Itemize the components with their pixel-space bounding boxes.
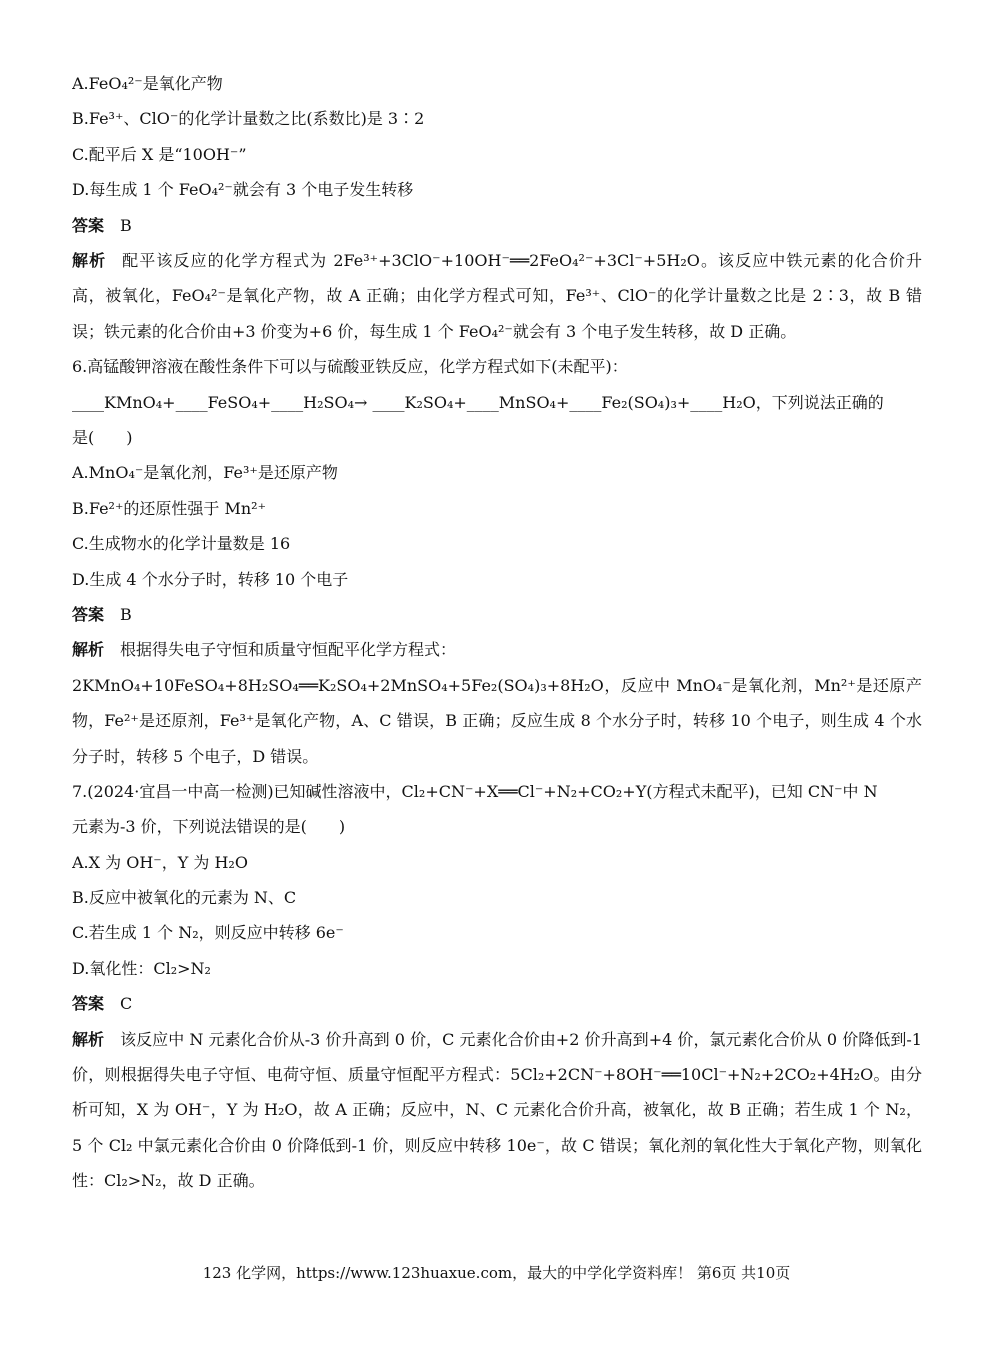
- q6-analysis: 2KMnO₄+10FeSO₄+8H₂SO₄══K₂SO₄+2MnSO₄+5Fe₂(SO₄)₃+8H₂O，反应中 MnO₄⁻是氧化剂，Mn²⁺是还原产物，Fe²⁺是还原剂，Fe³⁺是氧化产物，A、C 错误，B 正确；反应生成 8 个水分子时，转移 10 个电子，则生成 4 个水分子时，转移 5 个电子，D 错误。: [72, 675, 922, 766]
- q6-option-b: B.Fe²⁺的还原性强于 Mn²⁺: [72, 498, 267, 518]
- q5-analysis-text: 配平该反应的化学方程式为 2Fe³⁺+3ClO⁻+10OH⁻══2FeO₄²⁻+3Cl⁻+5H₂O。该反应中铁元素的化合价升高，被氧化，FeO₄²⁻是氧化产物，故 A 正确；由化学方程式可知，Fe³⁺、ClO⁻的化学计量数之比是 2∶3，故 B 错误；铁元素的化合价由+3 价变为+6 价，每生成 1 个 FeO₄²⁻就会有 3 个电子发生转移，故 D 正确。: [72, 250, 922, 341]
- q7-analysis-text: 该反应中 N 元素化合价从-3 价升高到 0 价，C 元素化合价由+2 价升高到+4 价，氯元素化合价从 0 价降低到-1 价，则根据得失电子守恒、电荷守恒、质量守恒配平方程式：5Cl₂+2CN⁻+8OH⁻══10Cl⁻+N₂+2CO₂+4H₂O。由分析可知，X 为 OH⁻，Y 为 H₂O，故 A 正确；反应中，N、C 元素化合价升高，被氧化，故 B 正确；若生成 1 个 N₂，5 个 Cl₂ 中氯元素化合价由 0 价降低到-1 价，则反应中转移 10e⁻，故 C 错误；氧化剂的氧化性大于氧化产物，则氧化性：Cl₂>N₂，故 D 正确。: [72, 1029, 922, 1191]
- q7-answer: [72, 986, 922, 1021]
- q5-option-a: A.FeO₄²⁻是氧化产物: [72, 74, 223, 93]
- q6-option-c: C.生成物水的化学计量数是 16: [72, 534, 291, 554]
- q6-answer: [72, 597, 922, 632]
- q7-option-b: B.反应中被氧化的元素为 N、C: [72, 888, 297, 908]
- q7-answer-value: C: [120, 994, 133, 1014]
- document-content: [72, 66, 922, 1199]
- q5-analysis: [72, 243, 922, 349]
- q5-analysis-label: 解析: [72, 250, 107, 270]
- q6-answer-label: 答案: [72, 604, 105, 624]
- q5-option-c: C.配平后 X 是“10OH⁻”: [72, 144, 247, 164]
- q6-stem-line3: 是( ): [72, 427, 133, 447]
- q6-answer-value: B: [120, 604, 132, 624]
- q5-option-d: D.每生成 1 个 FeO₄²⁻就会有 3 个电子发生转移: [72, 180, 414, 200]
- q5-answer-value: B: [120, 215, 132, 235]
- q7-option-d: D.氧化性：Cl₂>N₂: [72, 958, 211, 978]
- q7-analysis-label: 解析: [72, 1029, 105, 1049]
- q5-answer-label: 答案: [72, 215, 105, 235]
- q6-stem-line1: 6.高锰酸钾溶液在酸性条件下可以与硫酸亚铁反应，化学方程式如下(未配平)：: [72, 357, 628, 377]
- q7-analysis: [72, 1022, 922, 1199]
- q6-analysis-intro-text: 根据得失电子守恒和质量守恒配平化学方程式：: [120, 640, 457, 660]
- q5-answer: [72, 208, 922, 243]
- q6-analysis-intro: [72, 632, 922, 667]
- page-footer: 123 化学网，https://www.123huaxue.com，最大的中学化学资料库！ 第6页 共10页: [202, 1264, 791, 1282]
- q7-stem-line2: 元素为-3 价，下列说法错误的是( ): [72, 817, 346, 837]
- q6-analysis-label: 解析: [72, 640, 105, 660]
- q6-option-d: D.生成 4 个水分子时，转移 10 个电子: [72, 569, 349, 589]
- q5-option-b: B.Fe³⁺、ClO⁻的化学计量数之比(系数比)是 3∶2: [72, 109, 425, 129]
- q7-stem-line1: 7.(2024·宜昌一中高一检测)已知碱性溶液中，Cl₂+CN⁻+X══Cl⁻+N₂+CO₂+Y(方程式未配平)，已知 CN⁻中 N: [72, 781, 878, 801]
- q6-stem-equation: ____KMnO₄+____FeSO₄+____H₂SO₄→ ____K₂SO₄+____MnSO₄+____Fe₂(SO₄)₃+____H₂O，下列说法正确的: [72, 392, 884, 412]
- q6-option-a: A.MnO₄⁻是氧化剂，Fe³⁺是还原产物: [72, 463, 338, 483]
- q7-answer-label: 答案: [72, 994, 105, 1014]
- q7-option-a: A.X 为 OH⁻，Y 为 H₂O: [72, 852, 248, 872]
- q7-option-c: C.若生成 1 个 N₂，则反应中转移 6e⁻: [72, 923, 344, 943]
